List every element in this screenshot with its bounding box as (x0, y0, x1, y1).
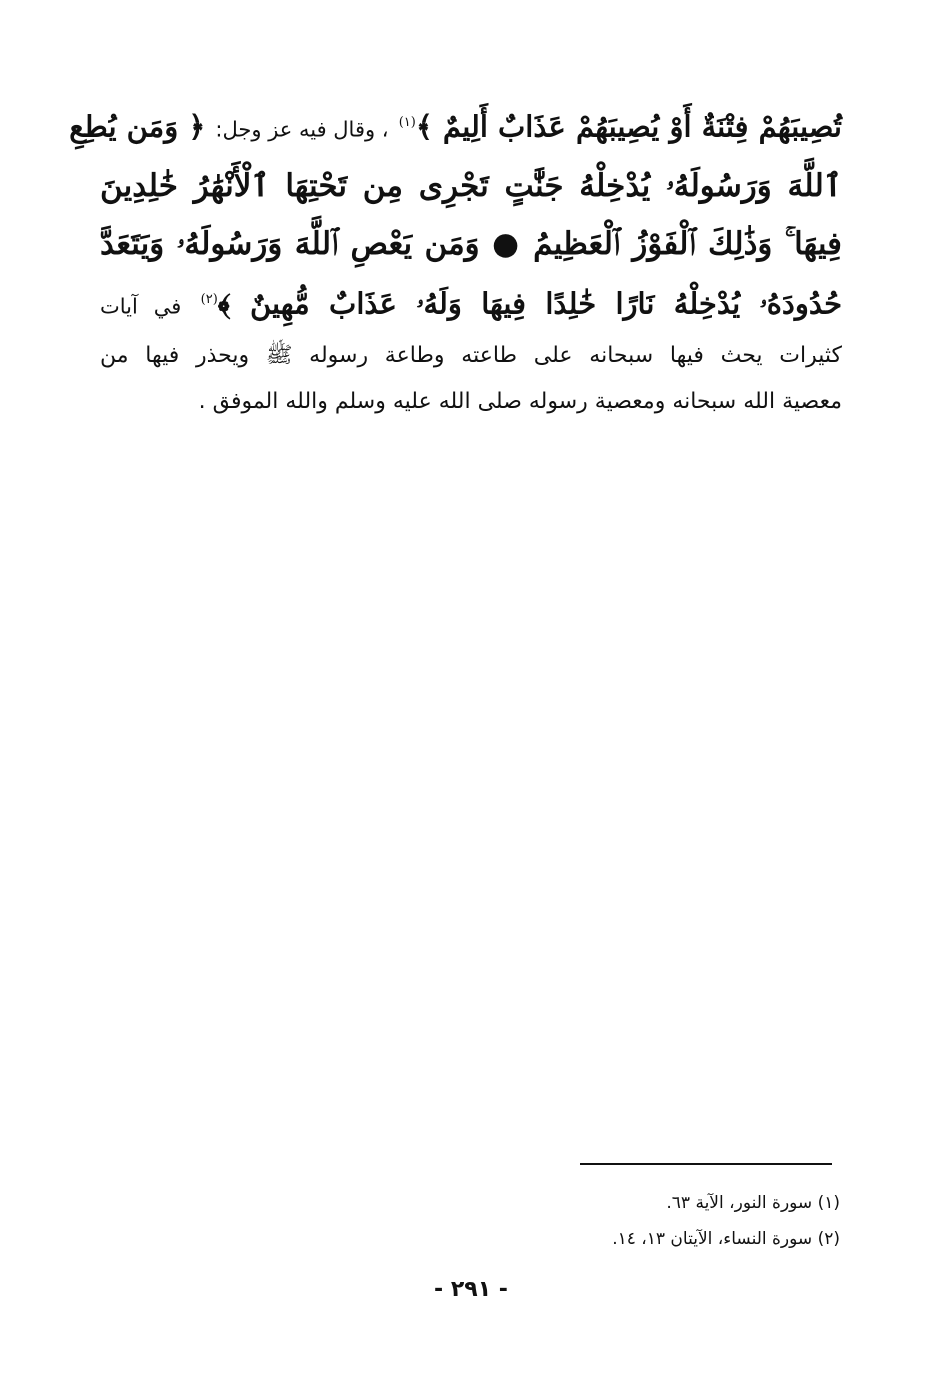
quran-verse-fragment: ﴿ وَمَن يُطِعِ (69, 109, 206, 144)
text-line-1 (69, 96, 842, 157)
footnote-ref-2: (٢) (200, 291, 218, 307)
prose-line-5: كثيرات يحث فيها سبحانه على طاعته وطاعة رسوله ﷺ ويحذر فيها من (100, 343, 842, 369)
main-text-block (69, 96, 842, 425)
footnotes (440, 1185, 840, 1257)
prose-fragment: في آيات (100, 294, 182, 319)
footnote-1: (١) سورة النور، الآية ٦٣. (666, 1193, 840, 1213)
footnote-2: (٢) سورة النساء، الآيتان ١٣، ١٤. (612, 1229, 840, 1249)
footnote-ref-1: (١) (398, 115, 416, 130)
quran-line-3: فِيهَا ۚ وَذَٰلِكَ ٱلْفَوْزُ ٱلْعَظِيمُ ● وَمَن يَعْصِ ٱللَّهَ وَرَسُولَهُۥ وَيَتَعَدَّ (100, 225, 842, 262)
prose-fragment: ، وقال فيه عز وجل: (215, 117, 389, 142)
quran-verse-fragment: حُدُودَهُۥ يُدْخِلْهُ نَارًا خَٰلِدًا فِيهَا وَلَهُۥ عَذَابٌ مُّهِينٌ ﴾ (217, 286, 842, 321)
prose-line-6: معصية الله سبحانه ومعصية رسوله صلى الله عليه وسلم والله الموفق . (198, 389, 842, 415)
text-line-4 (100, 273, 842, 334)
page-number: - ٢٩١ - (434, 1277, 508, 1302)
quran-verse-fragment: تُصِيبَهُمْ فِتْنَةٌ أَوْ يُصِيبَهُمْ عَذَابٌ أَلِيمٌ ﴾ (415, 109, 842, 144)
quran-line-2: ٱللَّهَ وَرَسُولَهُۥ يُدْخِلْهُ جَنَّٰتٍ تَجْرِى مِن تَحْتِهَا ٱلْأَنْهَٰرُ خَٰلِدِينَ (100, 167, 842, 204)
footnote-divider (580, 1163, 832, 1165)
